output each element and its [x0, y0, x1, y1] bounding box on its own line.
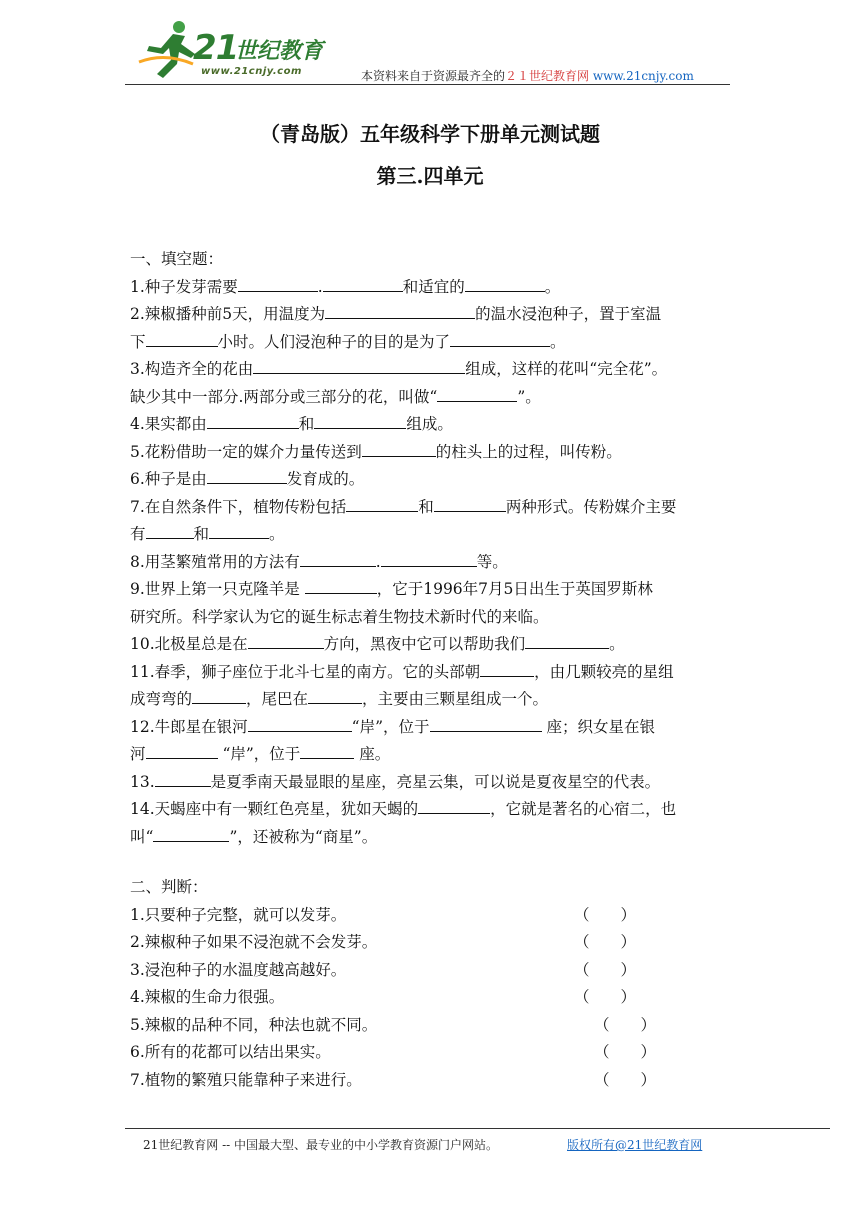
question-text: 12.牛郎星在银河: [130, 717, 248, 736]
header-note-url-link[interactable]: www.21cnjy.com: [592, 69, 694, 83]
question-text: 。: [609, 635, 625, 653]
question-text: 。: [269, 525, 285, 543]
answer-blank[interactable]: [437, 384, 517, 402]
judgement-text: 2.辣椒种子如果不浸泡就不会发芽。: [130, 933, 378, 951]
question-text: 8.用茎繁殖常用的方法有: [130, 552, 300, 571]
question-line: [130, 521, 730, 549]
question-text: 叫“: [130, 827, 154, 846]
answer-blank[interactable]: [381, 549, 477, 567]
question-line: [130, 631, 730, 659]
answer-parentheses[interactable]: （ ）: [594, 1070, 657, 1089]
question-text: 的温水浸泡种子，置于室温: [475, 305, 662, 323]
question-text: ，主要由三颗星组成一个。: [362, 690, 549, 708]
question-line: [130, 439, 730, 467]
question-line: [130, 411, 730, 439]
question-text: 。: [544, 277, 561, 296]
answer-blank[interactable]: [209, 521, 269, 539]
question-line: [130, 466, 730, 494]
judgement-item: [130, 1012, 730, 1040]
question-line: [130, 549, 730, 577]
question-line: [130, 494, 730, 522]
question-text: ”，还被称为“商星”。: [229, 827, 378, 846]
question-text: .: [375, 552, 381, 571]
answer-blank[interactable]: [434, 494, 506, 512]
header-note-site-link[interactable]: ２１世纪教育网: [505, 69, 590, 83]
question-text: ，由几颗较亮的星组: [534, 662, 674, 681]
footer-divider: [125, 1128, 830, 1129]
footer-copyright-link[interactable]: 版权所有@21世纪教育网: [567, 1138, 703, 1152]
question-text: 和: [193, 525, 210, 543]
question-line: [130, 714, 730, 742]
question-text: 两种形式。传粉媒介主要: [505, 497, 677, 516]
question-text: ，它就是著名的心宿二，也: [490, 800, 677, 818]
question-line: [130, 301, 730, 329]
fill-in-section: [130, 246, 730, 851]
question-text: 等。: [476, 552, 508, 571]
question-text: 的柱头上的过程，叫传粉。: [435, 442, 622, 461]
question-text: ”。: [517, 387, 541, 406]
header-note-prefix: 本资料来自于资源最齐全的: [361, 69, 506, 83]
question-line: [130, 274, 730, 302]
question-text: 组成，这样的花叫“完全花”。: [465, 360, 668, 378]
answer-parentheses[interactable]: （ ）: [574, 988, 637, 1006]
answer-blank[interactable]: [305, 576, 377, 594]
judgement-item: [130, 1067, 730, 1095]
answer-blank[interactable]: [253, 356, 465, 374]
question-text: 11.春季，狮子座位于北斗七星的南方。它的头部朝: [130, 662, 481, 681]
document-subtitle: 第三.四单元: [376, 164, 484, 188]
document-title: （青岛版）五年级科学下册单元测试题: [260, 122, 600, 146]
answer-blank[interactable]: [207, 411, 299, 429]
page-header: [125, 18, 730, 86]
question-line: [130, 741, 730, 769]
answer-blank[interactable]: [480, 659, 534, 677]
question-text: 和: [298, 415, 315, 433]
answer-blank[interactable]: [525, 631, 609, 649]
question-line: [130, 384, 730, 412]
answer-blank[interactable]: [362, 439, 436, 457]
logo-name: 世纪教育: [235, 39, 324, 64]
answer-parentheses[interactable]: （ ）: [574, 960, 637, 979]
question-text: 座。: [354, 745, 391, 763]
header-source-note: [361, 67, 694, 84]
judgement-text: 6.所有的花都可以结出果实。: [130, 1043, 331, 1061]
question-line: [130, 824, 730, 852]
judgement-item: [130, 902, 730, 930]
answer-blank[interactable]: [238, 274, 318, 292]
answer-blank[interactable]: [155, 769, 211, 787]
question-text: 组成。: [406, 415, 453, 433]
answer-blank[interactable]: [465, 274, 545, 292]
answer-parentheses[interactable]: （ ）: [594, 1043, 657, 1061]
question-text: 和: [418, 497, 434, 516]
question-text: 研究所。科学家认为它的诞生标志着生物技术新时代的来临。: [130, 607, 549, 626]
question-text: ，尾巴在: [246, 690, 309, 708]
page-footer: [143, 1136, 703, 1153]
question-line: [130, 576, 730, 604]
answer-blank[interactable]: [346, 494, 418, 512]
answer-blank[interactable]: [450, 329, 550, 347]
question-text: 10.北极星总是在: [130, 635, 248, 653]
answer-blank[interactable]: [207, 466, 287, 484]
question-text: 1.种子发芽需要: [130, 277, 238, 296]
question-text: 。: [550, 332, 566, 351]
question-text: 和适宜的: [402, 277, 465, 296]
question-line: [130, 356, 730, 384]
question-text: 14.天蝎座中有一颗红色亮星，犹如天蝎的: [130, 800, 419, 818]
question-text: 3.构造齐全的花由: [130, 360, 254, 378]
judgement-questions: [130, 902, 730, 1095]
judgement-text: 5.辣椒的品种不同，种法也就不同。: [130, 1015, 378, 1034]
answer-parentheses[interactable]: （ ）: [574, 933, 637, 951]
site-logo[interactable]: [135, 18, 345, 80]
question-line: [130, 329, 730, 357]
answer-blank[interactable]: [430, 714, 542, 732]
question-text: ，它于1996年7月5日出生于英国罗斯林: [376, 580, 653, 598]
question-line: [130, 659, 730, 687]
question-line: [130, 604, 730, 632]
question-text: 是夏季南天最显眼的星座，亮星云集，可以说是夏夜星空的代表。: [210, 772, 661, 791]
answer-blank[interactable]: [248, 631, 324, 649]
question-text: 成弯弯的: [130, 690, 193, 708]
question-text: 4.果实都由: [130, 415, 207, 433]
answer-blank[interactable]: [300, 549, 376, 567]
question-text: 缺少其中一部分.两部分或三部分的花，叫做“: [130, 387, 438, 406]
answer-blank[interactable]: [300, 741, 354, 759]
logo-url: www.21cnjy.com: [201, 66, 302, 77]
logo-number: 21: [193, 28, 239, 68]
question-text: 7.在自然条件下，植物传粉包括: [130, 497, 347, 516]
judgement-text: 3.浸泡种子的水温度越高越好。: [130, 960, 347, 979]
question-text: 13.: [130, 772, 155, 791]
question-text: 5.花粉借助一定的媒介力量传送到: [130, 442, 362, 461]
judgement-item: [130, 984, 730, 1012]
question-text: “岸”，位于: [217, 745, 301, 763]
footer-text: 21世纪教育网 -- 中国最大型、最专业的中小学教育资源门户网站。: [143, 1138, 499, 1152]
answer-blank[interactable]: [192, 686, 246, 704]
question-text: 河: [130, 745, 146, 763]
judgement-section: [130, 874, 730, 1094]
fill-in-heading: 一、填空题：: [130, 250, 224, 268]
question-text: “岸”，位于: [351, 717, 430, 736]
fill-in-questions: [130, 274, 730, 852]
answer-blank[interactable]: [146, 521, 194, 539]
question-text: 发育成的。: [286, 470, 365, 488]
question-text: 方向，黑夜中它可以帮助我们: [323, 635, 526, 653]
answer-blank[interactable]: [153, 824, 229, 842]
question-line: [130, 686, 730, 714]
answer-blank[interactable]: [146, 329, 218, 347]
judgement-text: 7.植物的繁殖只能靠种子来进行。: [130, 1070, 362, 1089]
judgement-item: [130, 1039, 730, 1067]
question-text: 座；织女星在银: [541, 717, 655, 736]
answer-blank[interactable]: [418, 796, 490, 814]
judgement-text: 1.只要种子完整，就可以发芽。: [130, 905, 347, 924]
question-line: [130, 769, 730, 797]
answer-blank[interactable]: [314, 411, 406, 429]
judgement-item: [130, 929, 730, 957]
question-text: .: [317, 277, 323, 296]
question-text: 2.辣椒播种前5天，用温度为: [130, 305, 326, 323]
judgement-text: 4.辣椒的生命力很强。: [130, 988, 285, 1006]
question-text: 下: [130, 332, 146, 351]
judgement-item: [130, 957, 730, 985]
answer-blank[interactable]: [323, 274, 403, 292]
question-line: [130, 796, 730, 824]
answer-blank[interactable]: [146, 741, 218, 759]
judgement-heading: 二、判断：: [130, 878, 208, 896]
question-text: 有: [130, 525, 146, 543]
answer-parentheses[interactable]: （ ）: [574, 905, 637, 924]
answer-blank[interactable]: [308, 686, 362, 704]
answer-blank[interactable]: [248, 714, 352, 732]
question-text: 小时。人们浸泡种子的目的是为了: [217, 332, 451, 351]
answer-parentheses[interactable]: （ ）: [594, 1015, 657, 1034]
question-text: 6.种子是由: [130, 470, 207, 488]
header-divider: [125, 84, 730, 85]
question-text: 9.世界上第一只克隆羊是: [130, 580, 305, 598]
answer-blank[interactable]: [325, 301, 475, 319]
